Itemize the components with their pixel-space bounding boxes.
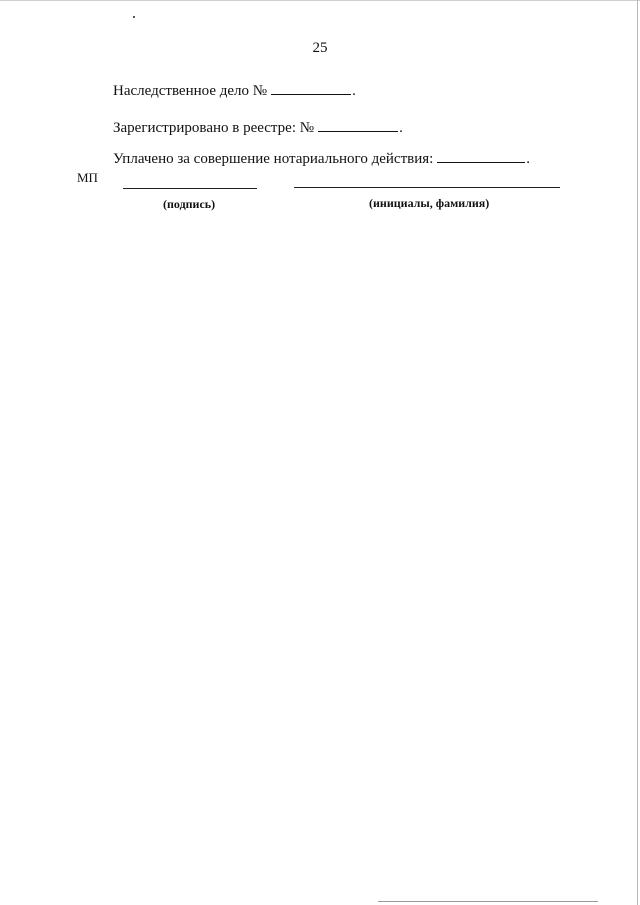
registry-period: . — [399, 120, 403, 136]
paid-line — [113, 148, 530, 168]
inheritance-case-blank[interactable] — [271, 80, 351, 95]
paid-amount-blank[interactable] — [437, 148, 525, 163]
page-number: 25 — [312, 40, 328, 56]
inheritance-case-period: . — [352, 83, 356, 99]
inheritance-case-label: Наследственное дело № — [113, 83, 268, 99]
inheritance-case-line — [113, 80, 356, 100]
stamp-place-label: МП — [77, 170, 98, 185]
scan-speck — [133, 16, 135, 18]
paid-label: Уплачено за совершение нотариального действия: — [113, 151, 434, 167]
scan-edge-right — [637, 0, 638, 905]
scan-edge-bottom — [378, 901, 598, 902]
scan-edge-top — [0, 0, 640, 1]
registry-number-blank[interactable] — [318, 117, 398, 132]
name-blank[interactable] — [294, 187, 560, 188]
name-caption: (инициалы, фамилия) — [369, 196, 490, 210]
signature-blank[interactable] — [123, 188, 257, 189]
paid-period: . — [526, 151, 531, 167]
registry-line — [113, 117, 403, 137]
signature-caption: (подпись) — [163, 197, 216, 211]
registry-label: Зарегистрировано в реестре: № — [113, 120, 315, 136]
